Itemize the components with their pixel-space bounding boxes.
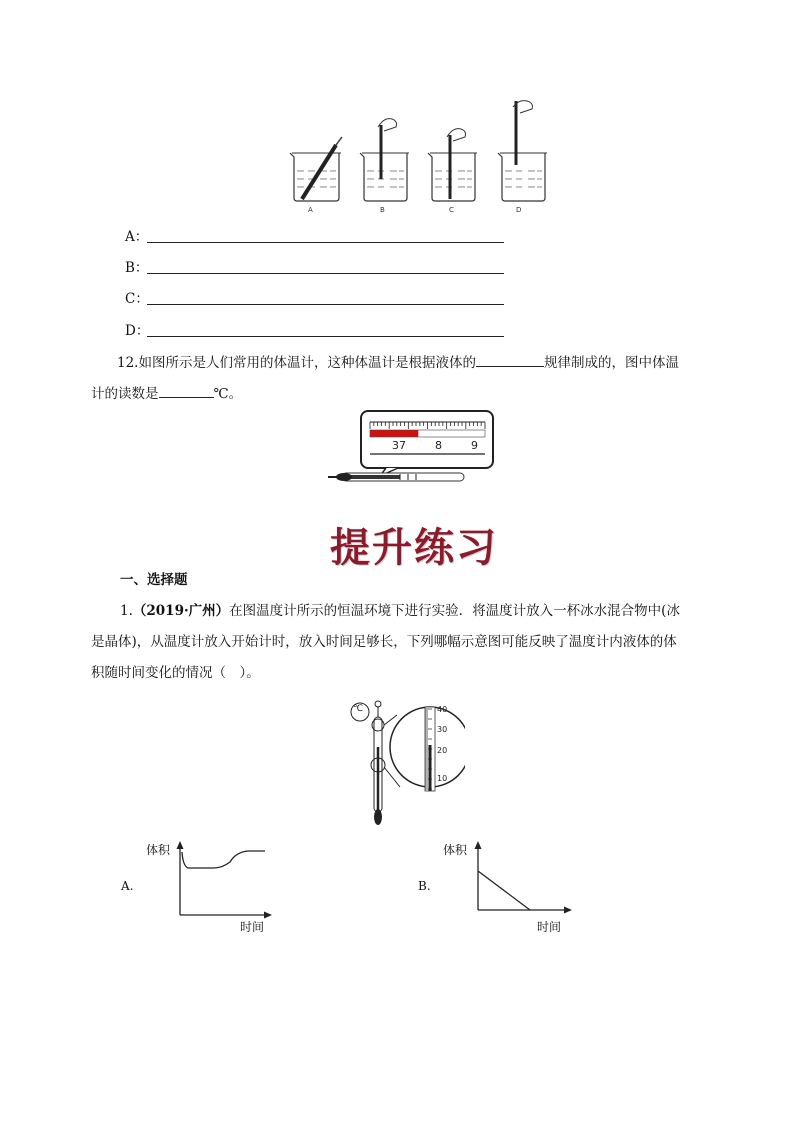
beaker-b xyxy=(360,119,409,201)
beaker-c xyxy=(428,129,477,201)
thermometer-tick-8: 8 xyxy=(435,439,442,452)
graph-b xyxy=(440,838,580,938)
q1-line-1 xyxy=(120,601,680,621)
lab-thermometer-svg xyxy=(345,695,465,830)
q12-line-2 xyxy=(91,383,242,404)
q1-line-2: 是晶体)，从温度计放入开始计时，放入时间足够长，下列哪幅示意图可能反映了温度计内液体的体 xyxy=(91,634,677,650)
answer-line-a[interactable] xyxy=(147,228,504,243)
q12-blank-2[interactable] xyxy=(159,383,214,398)
beaker-a xyxy=(290,137,342,201)
q12-blank-1[interactable] xyxy=(476,352,544,367)
answer-label-a: A： xyxy=(125,229,149,245)
thermometer-tick-37: 37 xyxy=(392,439,406,452)
answer-line-c[interactable] xyxy=(147,290,504,305)
answer-label-d: D： xyxy=(125,323,150,339)
q1-source: （2019·广州） xyxy=(132,603,230,619)
beaker-d xyxy=(498,101,547,201)
q1-line-3: 积随时间变化的情况（ ）。 xyxy=(91,665,260,681)
answer-line-b[interactable] xyxy=(147,259,504,274)
thermometer-tick-9: 9 xyxy=(471,439,478,452)
clinical-thermometer-figure xyxy=(328,410,496,490)
graph-b-ylabel: 体积 xyxy=(443,843,468,857)
beaker-label-a: A xyxy=(308,206,313,214)
q12-text-part1: 12.如图所示是人们常用的体温计，这种体温计是根据液体的 xyxy=(117,355,476,371)
q1-line1-text: 在图温度计所示的恒温环境下进行实验．将温度计放入一杯冰水混合物中(冰 xyxy=(229,603,680,619)
beakers-figure xyxy=(280,95,550,220)
q1-prefix: 1. xyxy=(120,603,133,619)
beaker-label-b: B xyxy=(380,206,385,214)
q12-line-1 xyxy=(117,352,679,373)
graph-a xyxy=(140,838,280,938)
answer-label-c: C： xyxy=(125,291,149,307)
mag-tick-40: 40 xyxy=(437,705,448,714)
beakers-svg xyxy=(280,95,550,220)
answer-line-d[interactable] xyxy=(147,322,504,337)
section-title: 提升练习 xyxy=(330,524,498,571)
mag-tick-10: 10 xyxy=(437,774,448,783)
graph-a-ylabel: 体积 xyxy=(146,843,171,857)
graph-b-xlabel: 时间 xyxy=(537,920,562,934)
beaker-label-c: C xyxy=(449,206,454,214)
mag-tick-30: 30 xyxy=(437,725,448,734)
mag-tick-20: 20 xyxy=(437,746,448,755)
q12-text-part4: ℃。 xyxy=(213,386,243,402)
lab-thermometer-figure xyxy=(345,695,465,830)
option-a-label[interactable]: A. xyxy=(121,879,134,893)
answer-label-b: B： xyxy=(125,260,149,276)
q12-text-part2: 规律制成的，图中体温 xyxy=(543,355,679,371)
graph-a-xlabel: 时间 xyxy=(240,920,265,934)
celsius-unit-icon: ℃ xyxy=(353,704,364,714)
section-heading: 一、选择题 xyxy=(120,572,188,588)
option-b-label[interactable]: B. xyxy=(418,879,431,893)
q12-text-part3: 计的读数是 xyxy=(91,386,159,402)
beaker-label-d: D xyxy=(516,206,522,214)
